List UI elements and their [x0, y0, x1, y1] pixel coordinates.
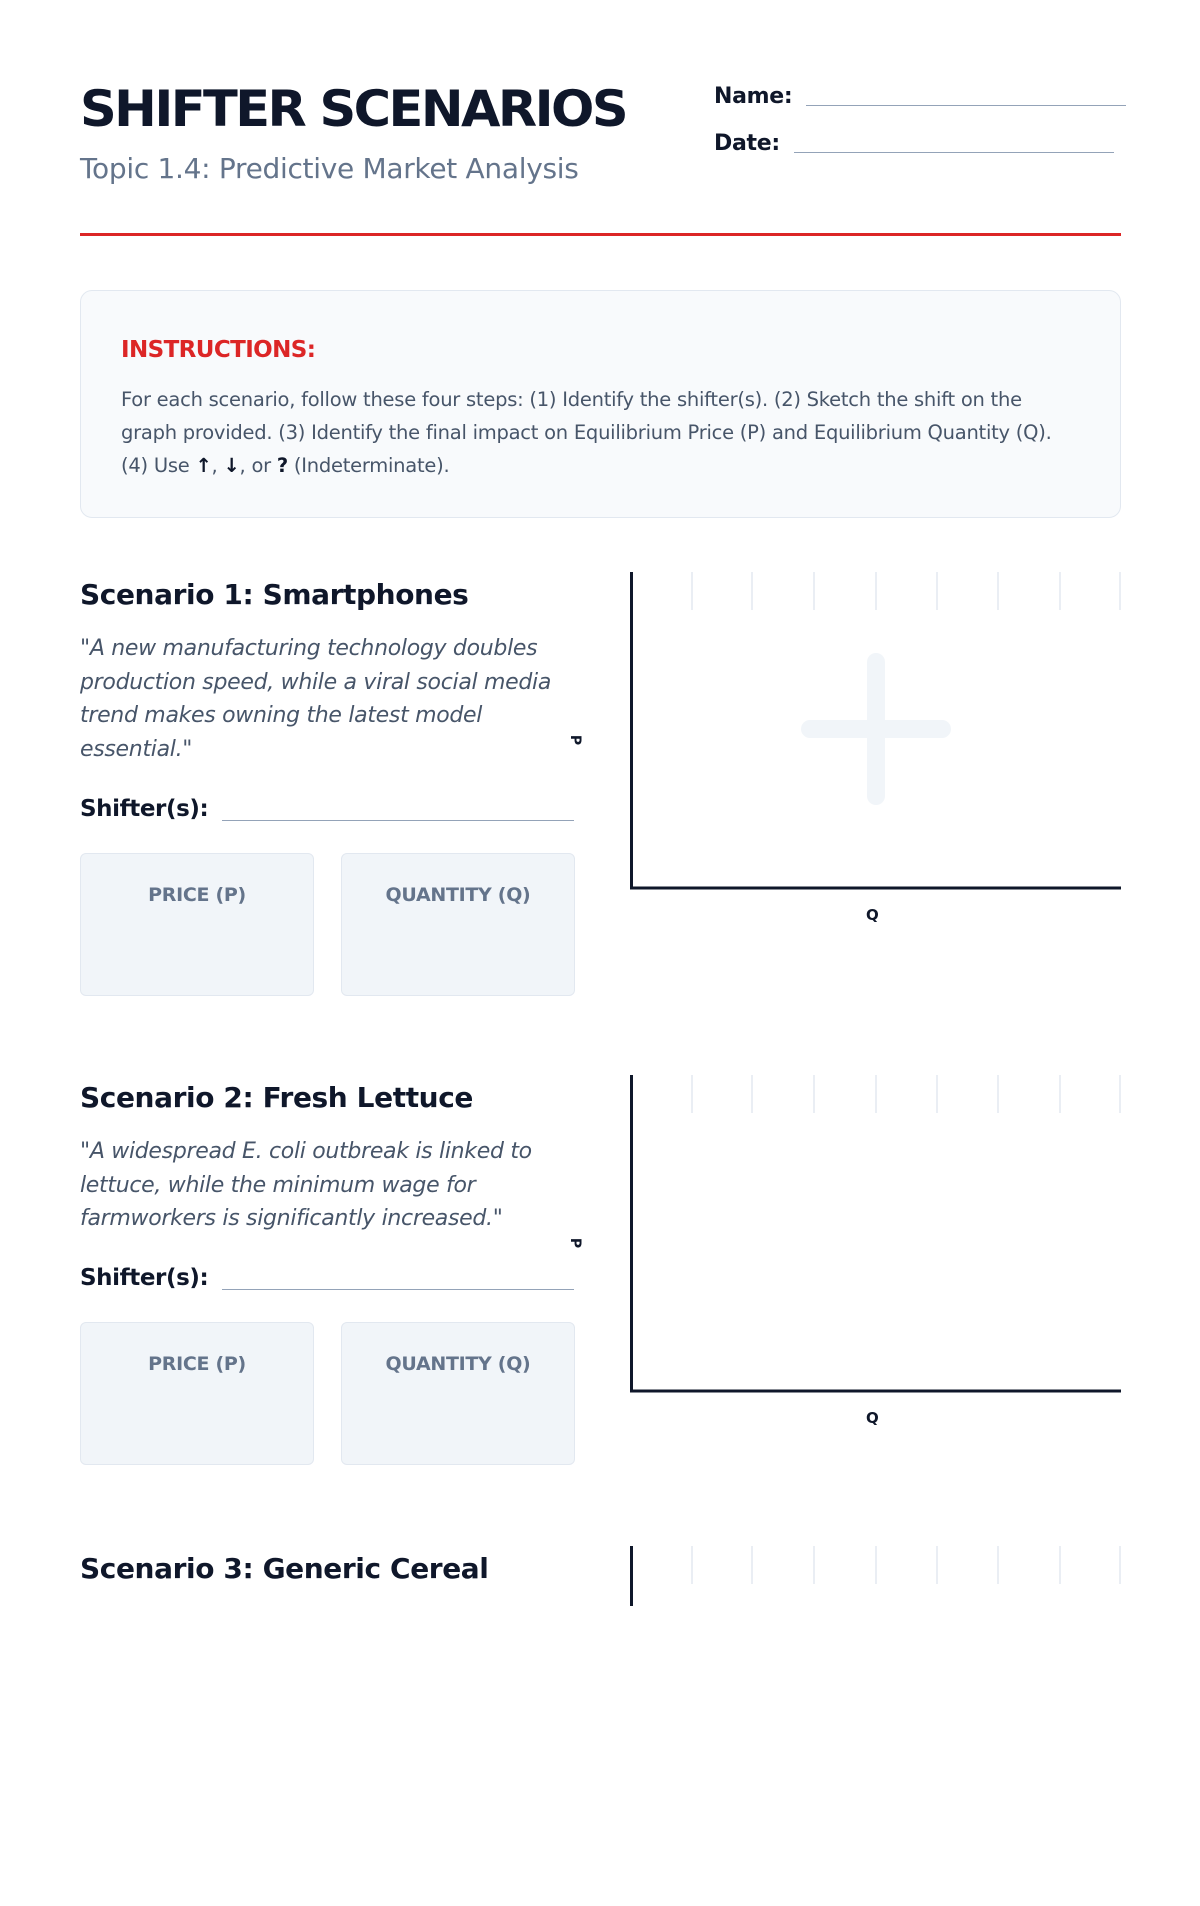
- graph-canvas[interactable]: [630, 1075, 1121, 1435]
- instructions-indeterminate: (Indeterminate).: [287, 454, 450, 477]
- scenario-title: Scenario 3: Generic Cereal: [80, 1552, 489, 1585]
- price-box-label: PRICE (P): [148, 1353, 246, 1375]
- crosshair-icon: [810, 662, 942, 796]
- graph-gridlines: [692, 1075, 1120, 1113]
- sketch-graph[interactable]: [567, 572, 1121, 932]
- shifter-row: [80, 798, 574, 821]
- page-title: SHIFTER SCENARIOS: [80, 80, 627, 138]
- quantity-box-label: QUANTITY (Q): [385, 1353, 531, 1375]
- indeterminate-symbol: ?: [276, 454, 288, 477]
- shifter-input[interactable]: [222, 1288, 574, 1290]
- shifter-label: Shifter(s):: [80, 1265, 209, 1291]
- header-divider: [80, 233, 1121, 236]
- shifter-row: [80, 1267, 574, 1290]
- sketch-graph[interactable]: [630, 1546, 1121, 1906]
- axis-q-label: Q: [866, 906, 879, 924]
- instructions-separator: ,: [211, 454, 224, 477]
- price-box-label: PRICE (P): [148, 884, 246, 906]
- instructions-text: For each scenario, follow these four steps: (1) Identify the shifter(s). (2) Sketch the shift on the graph provided. (3) Identify the final impact on Equilibrium Price (P) and Equilibrium Quantity (Q). (4) Use: [121, 388, 1052, 477]
- price-answer-box[interactable]: [80, 1322, 314, 1465]
- quantity-answer-box[interactable]: [341, 853, 575, 996]
- name-row: [714, 86, 1126, 108]
- graph-gridlines: [692, 1546, 1120, 1584]
- instructions-body: [121, 383, 1081, 482]
- shifter-label: Shifter(s):: [80, 796, 209, 822]
- graph-gridlines: [692, 572, 1120, 610]
- graph-canvas[interactable]: [630, 572, 1121, 932]
- graph-canvas[interactable]: [630, 1546, 1121, 1606]
- quantity-box-label: QUANTITY (Q): [385, 884, 531, 906]
- instructions-panel: [80, 290, 1121, 518]
- price-answer-box[interactable]: [80, 853, 314, 996]
- scenario-quote: "A widespread E. coli outbreak is linked to lettuce, while the minimum wage for farmworkers is significantly increased.": [80, 1139, 532, 1231]
- scenario-title: Scenario 2: Fresh Lettuce: [80, 1081, 474, 1114]
- date-row: [714, 133, 1114, 155]
- name-field[interactable]: [806, 104, 1126, 106]
- arrow-down-icon: ↓: [223, 454, 240, 477]
- axis-q-label: Q: [866, 1409, 879, 1427]
- name-label: Name:: [714, 84, 793, 109]
- sketch-graph[interactable]: [567, 1075, 1121, 1435]
- date-field[interactable]: [794, 151, 1114, 153]
- scenario-title: Scenario 1: Smartphones: [80, 578, 469, 611]
- shifter-input[interactable]: [222, 819, 574, 821]
- instructions-title: INSTRUCTIONS:: [121, 337, 316, 363]
- date-label: Date:: [714, 131, 780, 156]
- page-subtitle: Topic 1.4: Predictive Market Analysis: [80, 152, 579, 185]
- axis-p-label: P: [567, 1237, 584, 1249]
- scenario-quote: "A new manufacturing technology doubles production speed, while a viral social media trend makes owning the latest model essential.": [80, 636, 552, 762]
- axis-p-label: P: [567, 734, 584, 746]
- arrow-up-icon: ↑: [195, 454, 212, 477]
- instructions-or: , or: [239, 454, 277, 477]
- quantity-answer-box[interactable]: [341, 1322, 575, 1465]
